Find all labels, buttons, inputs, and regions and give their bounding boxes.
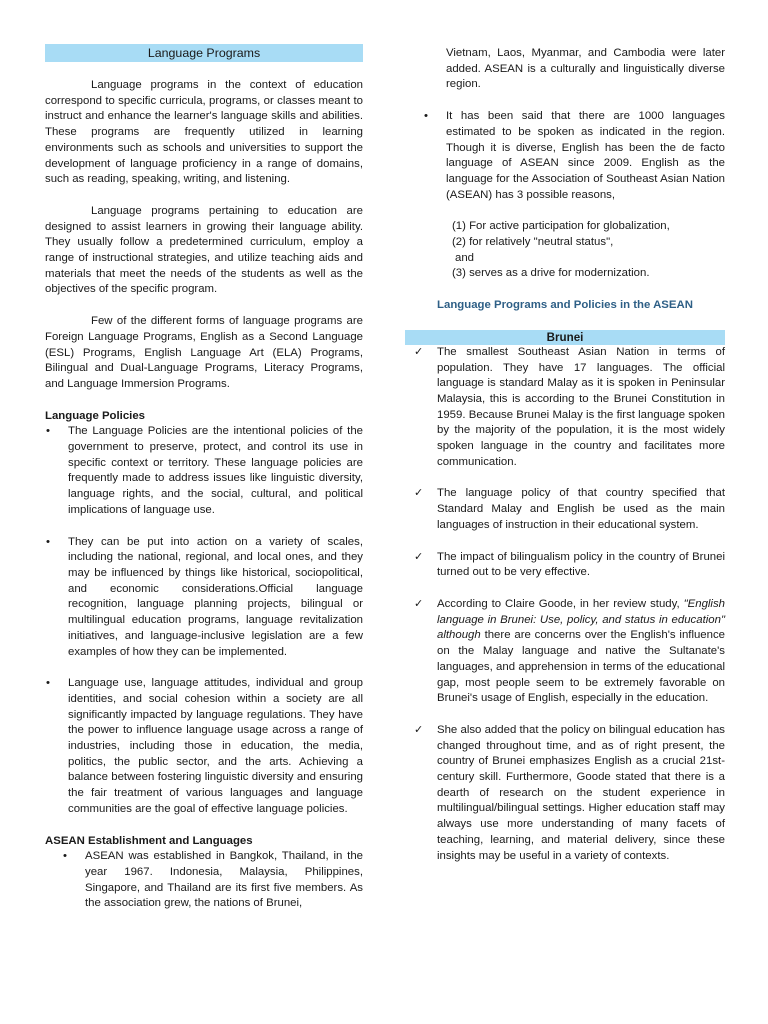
policies-list <box>45 424 363 817</box>
asean-list <box>45 849 363 912</box>
study-title: "English language in Brunei: Use, policy, and status in education" although <box>437 597 725 642</box>
asean-list-continued <box>405 109 725 203</box>
list-item: ✓ According to Claire Goode, in her review study, "English language in Brunei: Use, policy, and status in education" although there are concerns over the English's influence on the Malay language and native the Sultanate's languages, and apprehension in terms of the educational gap, most people seem to be extremely favorable on Brunei's usage of English, especially in the education. <box>414 597 726 705</box>
right-column <box>405 46 725 864</box>
list-item: (3) serves as a drive for modernization. <box>452 267 650 280</box>
checkmark-icon: ✓ <box>414 345 424 358</box>
list-item: • Language use, language attitudes, individual and group identities, and social cohesion within a society are all significantly impacted by language regulations. They have the power to influence language usage across a range of industries, including those in education, the media, politics, the public sector, and the arts. Achieving a balance between fostering linguistic diversity and ensuring the fair treatment of various languages and language communities are the goal of effective language policies. <box>46 677 363 815</box>
section-title-language-programs: Language Programs <box>45 44 363 62</box>
asean-bullet-continued: Vietnam, Laos, Myanmar, and Cambodia were later added. ASEAN is a culturally and linguistically diverse region. <box>446 47 725 91</box>
list-item: (2) for relatively "neutral status", <box>452 236 614 249</box>
checkmark-icon: ✓ <box>414 487 424 500</box>
list-item: ✓ The smallest Southeast Asian Nation in terms of population. They have 17 languages. The official language is standard Malay as it is spoken in Peninsular Malaysia, this is according to the Brunei Constitution in 1959. Because Brunei Malay is the first language spoken by the majority of the population, it is the most widely spoken language in the country and facilitates more communication. <box>414 345 725 468</box>
bullet-icon: • <box>46 677 50 690</box>
heading-language-policies: Language Policies <box>45 409 146 422</box>
checkmark-icon: ✓ <box>414 550 424 563</box>
paragraph-forms: Few of the different forms of language programs are Foreign Language Programs, English as a Second Language (ESL) Programs, English Language Art (ELA) Programs, Bilingual and Dual-Language Programs, Literacy Programs, and Language Immersion Programs. <box>45 315 363 390</box>
brunei-points <box>405 345 725 864</box>
asean-policies-title: Language Programs and Policies in the ASEAN <box>437 299 693 312</box>
heading-asean-establishment: ASEAN Establishment and Languages <box>45 834 253 847</box>
list-item: and <box>455 251 475 264</box>
checkmark-icon: ✓ <box>414 723 424 736</box>
reasons-list <box>405 219 725 282</box>
paragraph-education: Language programs pertaining to education are designed to assist learners in growing their language ability. They usually follow a predetermined curriculum, employ a range of instructional strategies, and utilize teaching aids and materials that meet the needs of the students as well as the objectives of the specific program. <box>45 204 363 296</box>
checkmark-icon: ✓ <box>414 597 424 610</box>
paragraph-intro: Language programs in the context of education correspond to specific curricula, programs, or classes meant to instruct and enhance the learner's language skills and abilities. These programs are frequently utilized in learning environments such as schools and universities to support the development of language proficiency in a range of domains, such as reading, speaking, writing, and listening. <box>45 79 363 186</box>
list-item: ✓ The language policy of that country specified that Standard Malay and English be used as the main languages of instruction in their educational system. <box>414 487 725 531</box>
list-item: • The Language Policies are the intentional policies of the government to preserve, protect, and control its use in specific context or territory. These language policies are frequently made to address issues like linguistic diversity, language rights, and the social, cultural, and political implications of language use. <box>46 425 363 516</box>
bullet-icon: • <box>424 110 428 123</box>
list-item: • They can be put into action on a variety of scales, including the national, regional, and local ones, and they may be influenced by things like historical, sociopolitical, and economic considerations.Official language recognition, language planning projects, bilingual or multilingual education programs, language revitalization initiatives, and language-inclusive legislation are a few examples of how they can be implemented. <box>46 535 363 658</box>
list-item: (1) For active participation for globalization, <box>452 220 670 233</box>
list-item: • ASEAN was established in Bangkok, Thailand, in the year 1967. Indonesia, Malaysia, Philippines, Singapore, and Thailand are its first five members. As the association grew, the nations of Brunei, <box>63 850 363 910</box>
list-item: ✓ She also added that the policy on bilingual education has changed throughout time, and as of right present, the country of Brunei emphasizes English as a crucial 21st-century skill. Furthermore, Goode stated that there is a dearth of research on the student experience in multilingual/bilingual settings. Higher education staff may always use more understanding of many facets of teaching, learning, and material delivery, since these insights may be useful in a variety of contexts. <box>414 723 725 862</box>
bullet-icon: • <box>63 850 67 863</box>
left-column <box>45 44 363 912</box>
list-item: ✓ The impact of bilingualism policy in the country of Brunei turned out to be very effective. <box>414 550 725 579</box>
list-item: • It has been said that there are 1000 languages estimated to be spoken as indicated in the region. Though it is diverse, English has been the de facto language of ASEAN since 2009. English as the language for the Association of Southeast Asian Nation (ASEAN) has 3 possible reasons, <box>424 110 725 201</box>
bullet-icon: • <box>46 425 50 438</box>
country-band-brunei: Brunei <box>405 330 725 345</box>
bullet-icon: • <box>46 535 50 548</box>
